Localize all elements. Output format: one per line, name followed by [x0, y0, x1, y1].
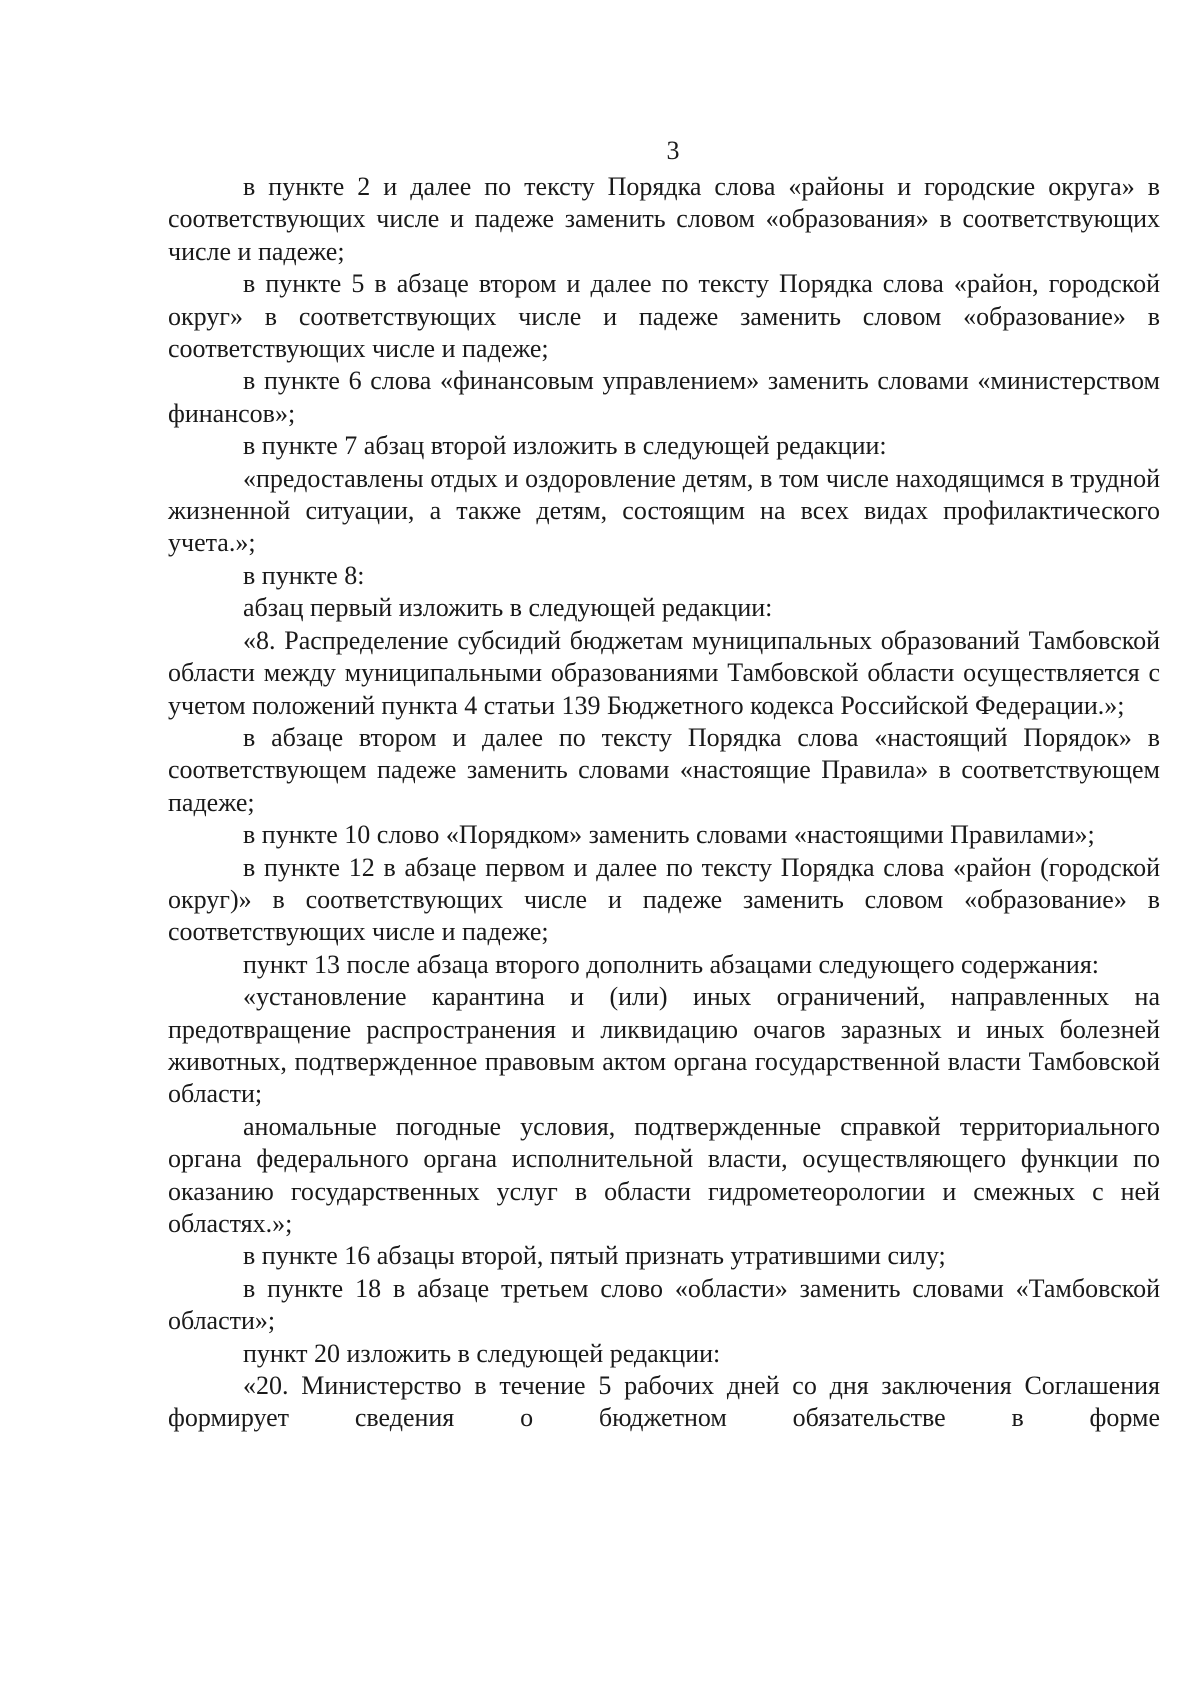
paragraph: в пункте 2 и далее по тексту Порядка слова «районы и городские округа» в соответствующих числе и падеже заменить словом «образования» в соответствующих числе и падеже;	[168, 172, 1160, 266]
paragraph: в пункте 16 абзацы второй, пятый признать утратившими силу;	[243, 1241, 946, 1271]
paragraph: «установление карантина и (или) иных ограничений, направленных на предотвращение распространения и ликвидацию очагов заразных и иных болезней животных, подтвержденное правовым актом органа государственной власти Тамбовской области;	[168, 982, 1160, 1109]
paragraph: пункт 20 изложить в следующей редакции:	[243, 1338, 721, 1368]
paragraph: в абзаце втором и далее по тексту Порядка слова «настоящий Порядок» в соответствующем падеже заменить словами «настоящие Правила» в соответствующем падеже;	[168, 722, 1160, 817]
document-body	[168, 171, 1160, 1435]
paragraph: в пункте 6 слова «финансовым управлением» заменить словами «министерством финансов»;	[168, 366, 1160, 428]
paragraph: «20. Министерство в течение 5 рабочих дней со дня заключения Соглашения формирует сведения о бюджетном обязательстве в форме	[168, 1371, 1160, 1433]
paragraph: в пункте 10 слово «Порядком» заменить словами «настоящими Правилами»;	[243, 820, 1095, 850]
paragraph: пункт 13 после абзаца второго дополнить абзацами следующего содержания:	[243, 949, 1100, 979]
paragraph: аномальные погодные условия, подтвержденные справкой территориального органа федерального органа исполнительной власти, осуществляющего функции по оказанию государственных услуг в области гидрометеорологии и смежных с ней областях.»;	[168, 1111, 1160, 1238]
paragraph: в пункте 7 абзац второй изложить в следующей редакции:	[243, 431, 887, 461]
paragraph: в пункте 12 в абзаце первом и далее по тексту Порядка слова «район (городской округ)» в соответствующих числе и падеже заменить словом «образование» в соответствующих числе и падеже;	[168, 852, 1160, 947]
paragraph: «8. Распределение субсидий бюджетам муниципальных образований Тамбовской области между муниципальными образованиями Тамбовской области осуществляется с учетом положений пункта 4 статьи 139 Бюджетного кодекса Российской Федерации.»;	[168, 625, 1160, 720]
paragraph: в пункте 8:	[243, 560, 365, 590]
paragraph: в пункте 5 в абзаце втором и далее по тексту Порядка слова «район, городской округ» в соответствующих числе и падеже заменить словом «образование» в соответствующих числе и падеже;	[168, 269, 1160, 364]
paragraph: в пункте 18 в абзаце третьем слово «области» заменить словами «Тамбовской области»;	[168, 1273, 1160, 1336]
paragraph: абзац первый изложить в следующей редакции:	[243, 593, 773, 623]
page-number: 3	[666, 136, 680, 165]
paragraph: «предоставлены отдых и оздоровление детям, в том числе находящимся в трудной жизненной ситуации, а также детям, состоящим на всех видах профилактического учета.»;	[168, 463, 1160, 558]
